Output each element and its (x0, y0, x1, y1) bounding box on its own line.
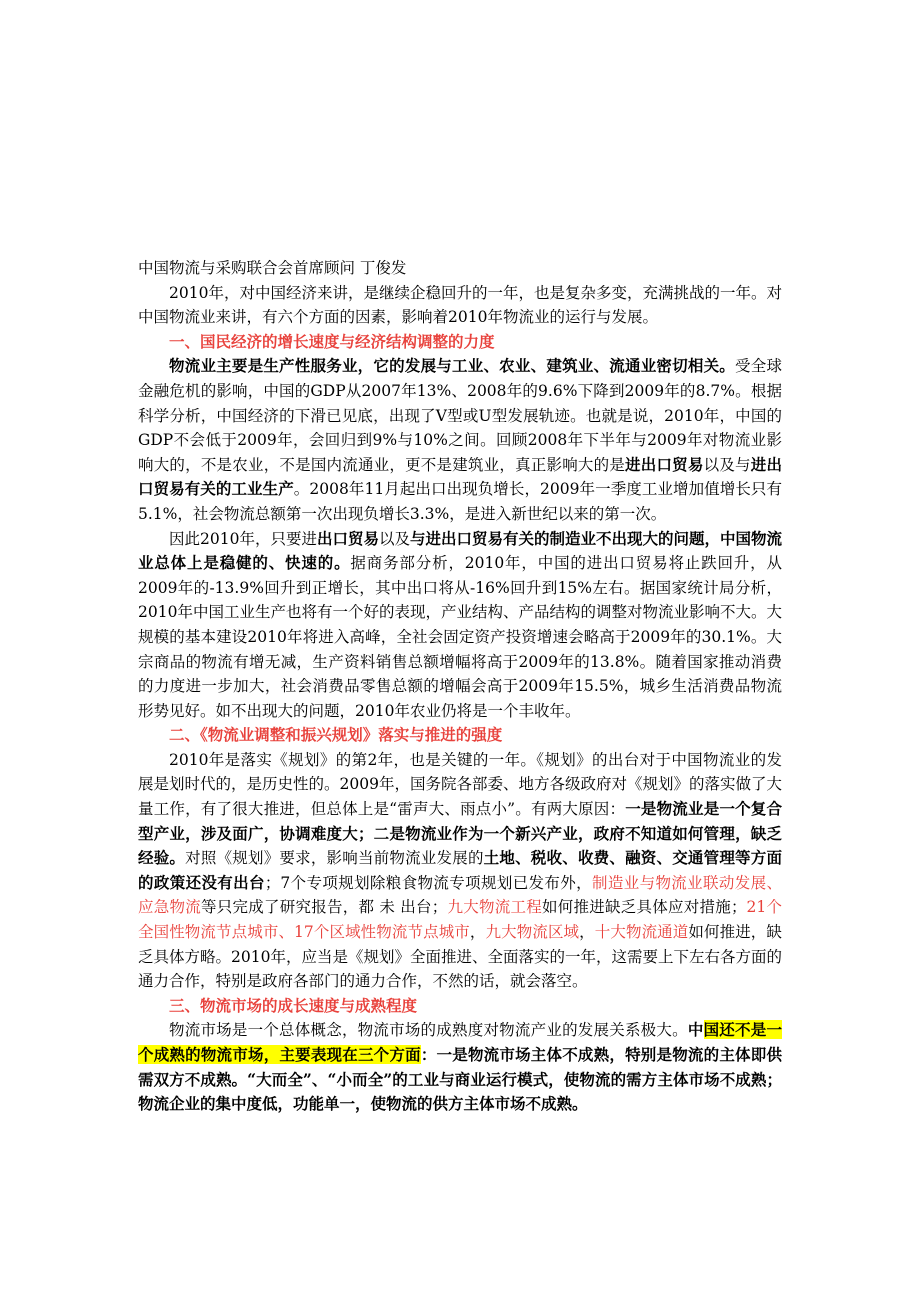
red-text: 十大物流通道 (594, 923, 689, 942)
red-text: 九大物流区域 (485, 923, 580, 942)
author-line: 中国物流与采购联合会首席顾问 丁俊发 (138, 259, 407, 277)
bold-text: ：一是物流市场主体不成熟，特别是物流的主体即供需双方不成熟。“大而全”、“小而全”的工业与商业运行模式，使物流的需方主体市场不成熟；物流企业的集中度低，功能单一，使物流的供方主体市场不成熟。 (138, 1045, 782, 1114)
body-text: ， (469, 923, 486, 942)
body-text: 据商务部分析，2010年，中国的进出口贸易将止跌回升，从2009年的-13.9%回升到正增长，其中出口将从-16%回升到15%左右。据国家统计局分析，2010年中国工业生产也将有一个好的表现，产业结构、产品结构的调整对物流业影响不大。大规模的基本建设2010年将进入高峰，全社会固定资产投资增速会略高于2009年的30.1%。大宗商品的物流有增无减，生产资料销售总额增幅将高于2009年的13.8%。随着国家推动消费的力度进一步加大，社会消费品零售总额的增幅会高于2009年15.5%，城乡生活消费品物流形势见好。如不出现大的问题，2010年农业仍将是一个丰收年。 (138, 554, 782, 720)
section-1-heading: 一、国民经济的增长速度与经济结构调整的力度 (169, 331, 495, 351)
section-2-paragraph (138, 748, 782, 994)
section-2-heading: 二、《物流业调整和振兴规划》落实与推进的强度 (169, 725, 503, 745)
intro-paragraph: 2010年，对中国经济来讲，是继续企稳回升的一年，也是复杂多变，充满挑战的一年。对中国物流业来讲，有六个方面的因素，影响着2010年物流业的运行与发展。 (138, 283, 782, 327)
red-text: 17个区域性物流节点城市 (294, 923, 470, 942)
section-1-paragraph-2 (138, 527, 782, 724)
section-1-paragraph-1 (138, 354, 782, 526)
body-text: ；7个专项规划除粮食物流专项规划已发布外， (264, 873, 592, 892)
section-3-paragraph (138, 1018, 782, 1116)
body-text: 因此2010年，只要进 (169, 529, 317, 548)
body-text: 以及 (378, 529, 410, 548)
body-text: 物流市场是一个总体概念，物流市场的成熟度对物流产业的发展关系极大。 (169, 1021, 688, 1040)
body-text: 如何推进，缺乏具体方略。2010年，应当是《规划》全面推进、全面落实的一年，这需要上下左右各方面的通力合作，特别是政府各部门的通力合作，不然的话，就会落空。 (138, 923, 782, 991)
bold-text: 中 (687, 1020, 704, 1040)
body-text: 等只完成了研究报告，都 未 出台； (201, 898, 448, 917)
bold-text: 一是物流业是一个复合型产业，涉及面广，协调难度大；二是物流业作为一个新兴产业，政府不知道如何管理，缺乏经验。 (138, 799, 782, 868)
bold-text: 进出口贸易 (625, 454, 704, 474)
body-text: 以及与 (703, 455, 751, 474)
red-text: 、 (278, 923, 295, 942)
highlighted-text: 国还不是一个成熟的物流市场，主要表现在三个方面 (138, 1020, 782, 1064)
body-text: 对照《规划》要求，影响当前物流业发展的 (185, 849, 484, 868)
red-text: 九大物流工程 (447, 898, 543, 917)
bold-text: 物流业主要是生产性服务业，它的发展与工业、农业、建筑业、流通业密切相关。 (169, 356, 736, 376)
body-text: 。2008年11月起出口出现负增长，2009年一季度工业增加值增长只有5.1%，社会物流总额第一次出现负增长3.3%，是进入新世纪以来的第一次。 (138, 480, 782, 523)
section-3-heading: 三、物流市场的成长速度与成熟程度 (169, 995, 418, 1015)
red-text: 制造业与物流业联动发展、应急物流 (138, 873, 782, 917)
body-text: 2010年是落实《规划》的第2年，也是关键的一年。《规划》的出台对于中国物流业的发展是划时代的，是历史性的。2009年，国务院各部委、地方各级政府对《规划》的落实做了大量工作，有了很大推进，但总体上是“雷声大、雨点小”。有两大原因： (138, 750, 782, 819)
document-page (138, 256, 782, 1117)
body-text: 如何推进缺乏具体应对措施； (542, 898, 747, 917)
red-text: 21个全国性物流节点城市 (138, 898, 782, 942)
body-text: ， (579, 923, 595, 942)
bold-text: 出口贸易 (316, 528, 379, 548)
bold-text: 土地、税收、收费、融资、交通管理等方面的政策还没有出台 (138, 848, 782, 892)
bold-text: 进出口贸易有关的工业生产 (138, 454, 782, 499)
body-text: 受全球金融危机的影响，中国的GDP从2007年13%、2008年的9.6%下降到2009年的8.7%。根据科学分析，中国经济的下滑已见底，出现了V型或U型发展轨迹。也就是说，2010年，中国的GDP不会低于2009年，会回归到9%与10%之间。回顾2008年下半年与2009年对物流业影响大的，不是农业，不是国内流通业，更不是建筑业，真正影响大的是 (138, 357, 782, 474)
bold-text: 与进出口贸易有关的制造业不出现大的问题，中国物流业总体上是稳健的、快速的。 (138, 528, 782, 573)
